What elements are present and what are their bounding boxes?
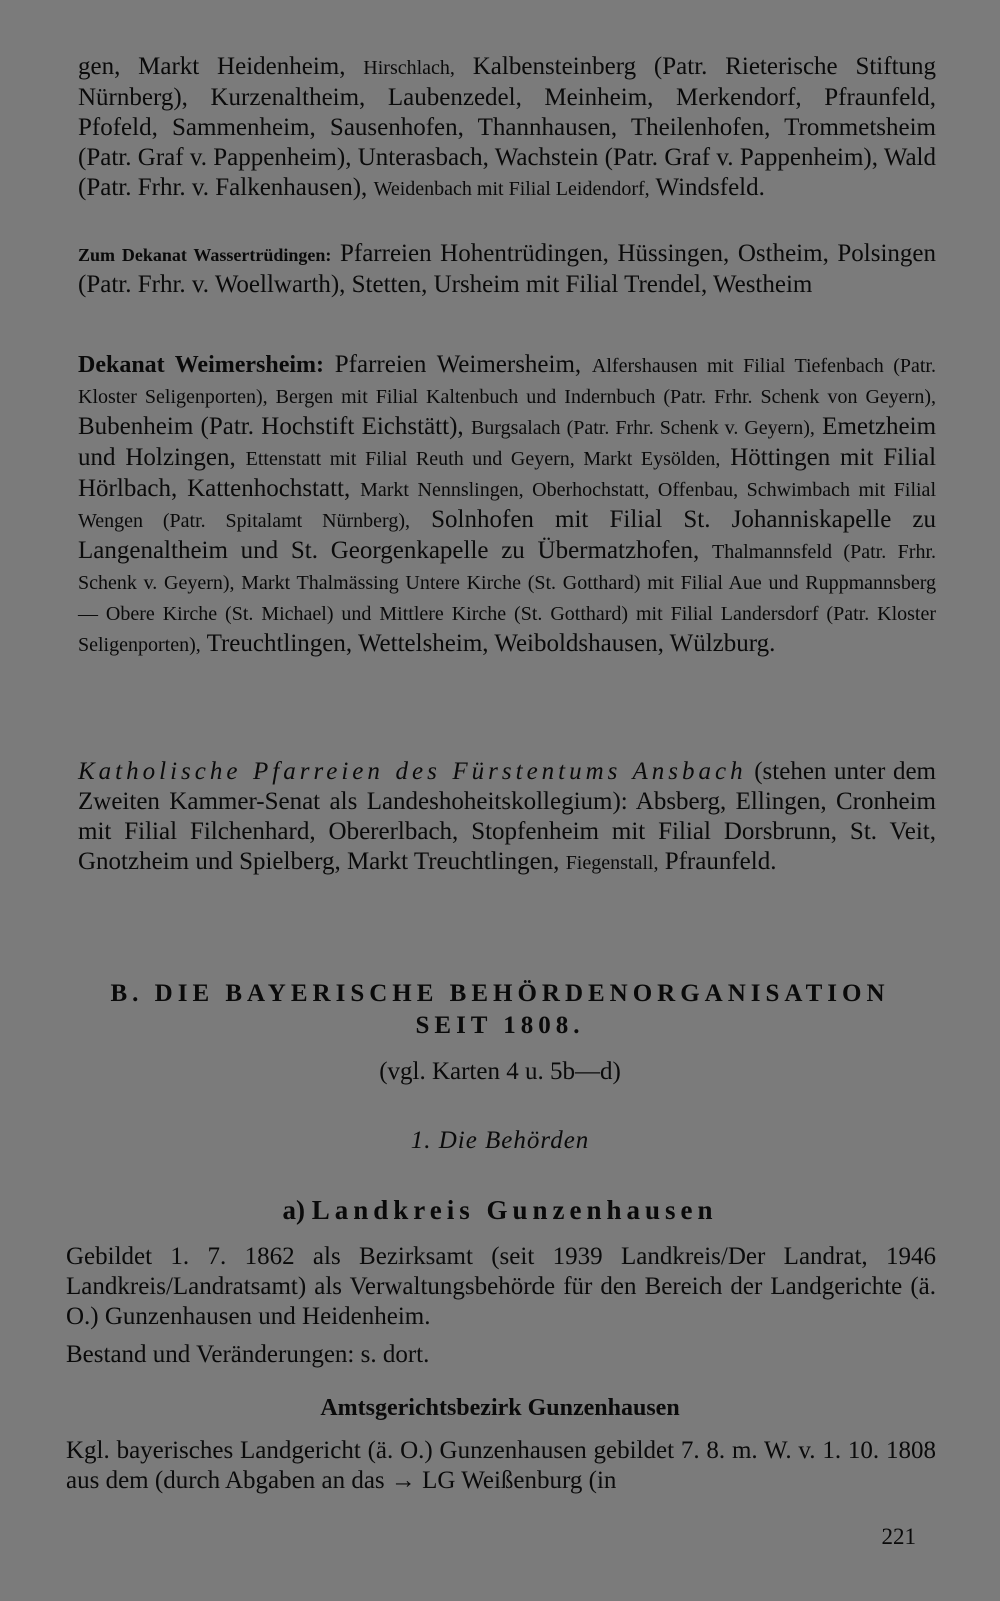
paragraph-dekanat-weimersheim [78, 350, 936, 660]
text-run: gen, Markt Heidenheim, [78, 53, 346, 80]
dekanat-label: Zum Dekanat Wassertrüdingen: [78, 245, 332, 265]
text-run: Hirschlach, [363, 57, 455, 79]
text-run: Solnhofen mit Filial St. Johanniskapelle zu Langenaltheim und St. Georgenkapelle zu Übermatzhofen, [78, 506, 936, 564]
text-run: (stehen unter dem Zweiten Kammer-Senat als Landeshoheitskollegium): Absberg, Ellingen, Cronheim mit Filial Filchenhard, Obererlbach, Stopfenheim mit Filial Dorsbrunn, St. Veit, Gnotzheim und Spielberg, Markt Treuchtlingen, [78, 758, 937, 875]
paragraph-bestand: Bestand und Veränderungen: s. dort. [66, 1341, 430, 1368]
text-run: Höttingen mit Filial Hörlbach, Kattenhochstatt, [78, 444, 937, 502]
section-title-line1: B. DIE BAYERISCHE BEHÖRDENORGANISATION [110, 980, 890, 1007]
heading-title: Landkreis Gunzenhausen [311, 1195, 718, 1225]
text-run: Burgsalach (Patr. Frhr. Schenk v. Geyern), [470, 417, 815, 439]
page-number: 221 [881, 1524, 916, 1549]
paragraph-katholische-pfarreien [78, 757, 936, 878]
paragraph-landgericht: Kgl. bayerisches Landgericht (ä. O.) Gunzenhausen gebildet 7. 8. m. W. v. 1. 10. 1808 aus dem (durch Abgaben an das → LG Weißenburg (in [66, 1437, 936, 1494]
section-title-line2: SEIT 1808. [415, 1012, 585, 1039]
text-run: Pfarreien Hohentrüdingen, Hüssingen, Ostheim, Polsingen (Patr. Frhr. v. Woellwarth), Stetten, Ursheim mit Filial Trendel, Westheim [78, 240, 937, 298]
text-run: Bubenheim (Patr. Hochstift Eichstätt), [78, 413, 464, 440]
amtsgerichtsbezirk-heading: Amtsgerichtsbezirk Gunzenhausen [320, 1395, 680, 1421]
heading-prefix: a) [282, 1195, 305, 1225]
text-run: Alfershausen mit Filial Tiefenbach (Patr. Kloster Seligenporten), Bergen mit Filial Kaltenbuch und Indernbuch (Patr. Frhr. Schenk von Geyern), [78, 355, 936, 408]
subsection-heading: 1. Die Behörden [410, 1127, 590, 1154]
paragraph-dekanat-wassertruedingen [78, 239, 936, 300]
text-run: Windsfeld. [655, 174, 765, 201]
section-note: (vgl. Karten 4 u. 5b—d) [379, 1058, 621, 1085]
text-run: Thalmannsfeld (Patr. Frhr. Schenk v. Geyern), Markt Thalmässing Untere Kirche (St. Gotthard) mit Filial Aue und Ruppmannsberg — Obere Kirche (St. Michael) und Mittlere Kirche (St. Gotthard) mit Filial Landersdorf (Patr. Kloster Seligenporten), [78, 541, 936, 656]
text-run: Treuchtlingen, Wettelsheim, Weiboldshausen, Wülzburg. [206, 630, 776, 657]
text-run: Markt Nennslingen, Oberhochstatt, Offenbau, Schwimbach mit Filial Wengen (Patr. Spitalamt Nürnberg), [78, 479, 936, 532]
text-run: Ettenstatt mit Filial Reuth und Geyern, Markt Eysölden, [245, 448, 721, 470]
section-title [60, 978, 940, 1042]
text-run: Emetzheim und Holzingen, [78, 413, 937, 471]
paragraph-dekanat-list-continued [78, 52, 936, 204]
text-run: Kalbensteinberg (Patr. Rieterische Stiftung Nürnberg), Kurzenaltheim, Laubenzedel, Meinheim, Merkendorf, Pfraunfeld, Pfofeld, Sammenheim, Sausenhofen, Thannhausen, Theilenhofen, Trommetsheim (Patr. Graf v. Pappenheim), Unterasbach, Wachstein (Patr. Graf v. Pappenheim), Wald (Patr. Frhr. v. Falkenhausen), [78, 53, 937, 201]
text-run: Pfraunfeld. [664, 848, 777, 875]
text-run: Fiegenstall, [565, 852, 659, 874]
dekanat-label: Dekanat Weimersheim: [78, 352, 325, 378]
paragraph-gebildet: Gebildet 1. 7. 1862 als Bezirksamt (seit 1939 Landkreis/Der Landrat, 1946 Landkreis/Landratsamt) als Verwaltungsbehörde für den Bereich der Landgerichte (ä. O.) Gunzenhausen und Heidenheim. [66, 1243, 936, 1330]
landkreis-heading [60, 1195, 940, 1226]
section-label: Katholische Pfarreien des Fürstentums Ansbach [78, 758, 747, 785]
text-run: Pfarreien Weimersheim, [334, 351, 582, 378]
text-run: Weidenbach mit Filial Leidendorf, [373, 178, 650, 200]
